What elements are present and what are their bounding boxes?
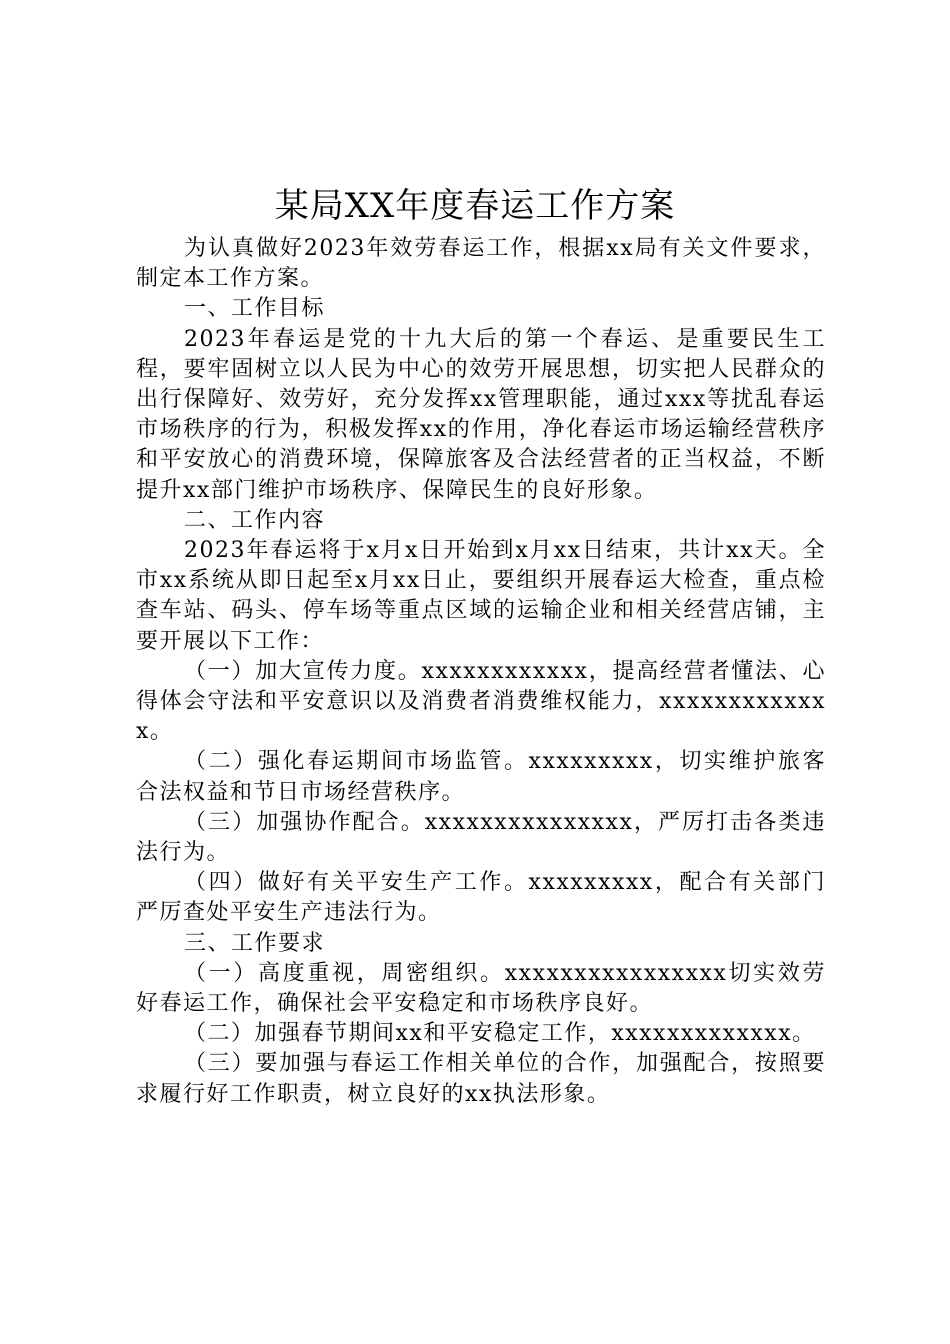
- requirement-item-3: （三）要加强与春运工作相关单位的合作，加强配合，按照要求履行好工作职责，树立良好的xx执法形象。: [136, 1051, 826, 1107]
- content-item-2: （二）强化春运期间市场监管。xxxxxxxxx，切实维护旅客合法权益和节日市场经营秩序。: [136, 749, 826, 805]
- section-heading-requirements: 三、工作要求: [184, 930, 326, 956]
- content-item-1: （一）加大宣传力度。xxxxxxxxxxxx，提高经营者懂法、心得体会守法和平安意识以及消费者消费维权能力，xxxxxxxxxxxxx。: [136, 658, 826, 745]
- content-item-4: （四）做好有关平安生产工作。xxxxxxxxx，配合有关部门严厉查处平安生产违法行为。: [136, 870, 826, 926]
- content-paragraph: 2023年春运将于x月x日开始到x月xx日结束，共计xx天。全市xx系统从即日起至x月xx日止，要组织开展春运大检查，重点检查车站、码头、停车场等重点区域的运输企业和相关经营店铺，主要开展以下工作：: [136, 538, 826, 654]
- section-heading-goals: 一、工作目标: [184, 296, 326, 322]
- content-item-3: （三）加强协作配合。xxxxxxxxxxxxxxx，严厉打击各类违法行为。: [136, 809, 826, 866]
- requirement-item-1: （一）高度重视，周密组织。xxxxxxxxxxxxxxxx切实效劳好春运工作，确保社会平安稳定和市场秩序良好。: [136, 960, 826, 1017]
- intro-paragraph: 为认真做好2023年效劳春运工作，根据xx局有关文件要求，制定本工作方案。: [136, 236, 826, 292]
- document-title: 某局XX年度春运工作方案: [274, 186, 676, 226]
- requirement-item-2: （二）加强春节期间xx和平安稳定工作，xxxxxxxxxxxxx。: [184, 1021, 816, 1047]
- goals-paragraph: 2023年春运是党的十九大后的第一个春运、是重要民生工程，要牢固树立以人民为中心的效劳开展思想，切实把人民群众的出行保障好、效劳好，充分发挥xx管理职能，通过xxx等扰乱春运市场秩序的行为，积极发挥xx的作用，净化春运市场运输经营秩序和平安放心的消费环境，保障旅客及合法经营者的正当权益，不断提升xx部门维护市场秩序、保障民生的良好形象。: [136, 326, 826, 503]
- document-body: [136, 234, 826, 1110]
- section-heading-content: 二、工作内容: [184, 507, 326, 533]
